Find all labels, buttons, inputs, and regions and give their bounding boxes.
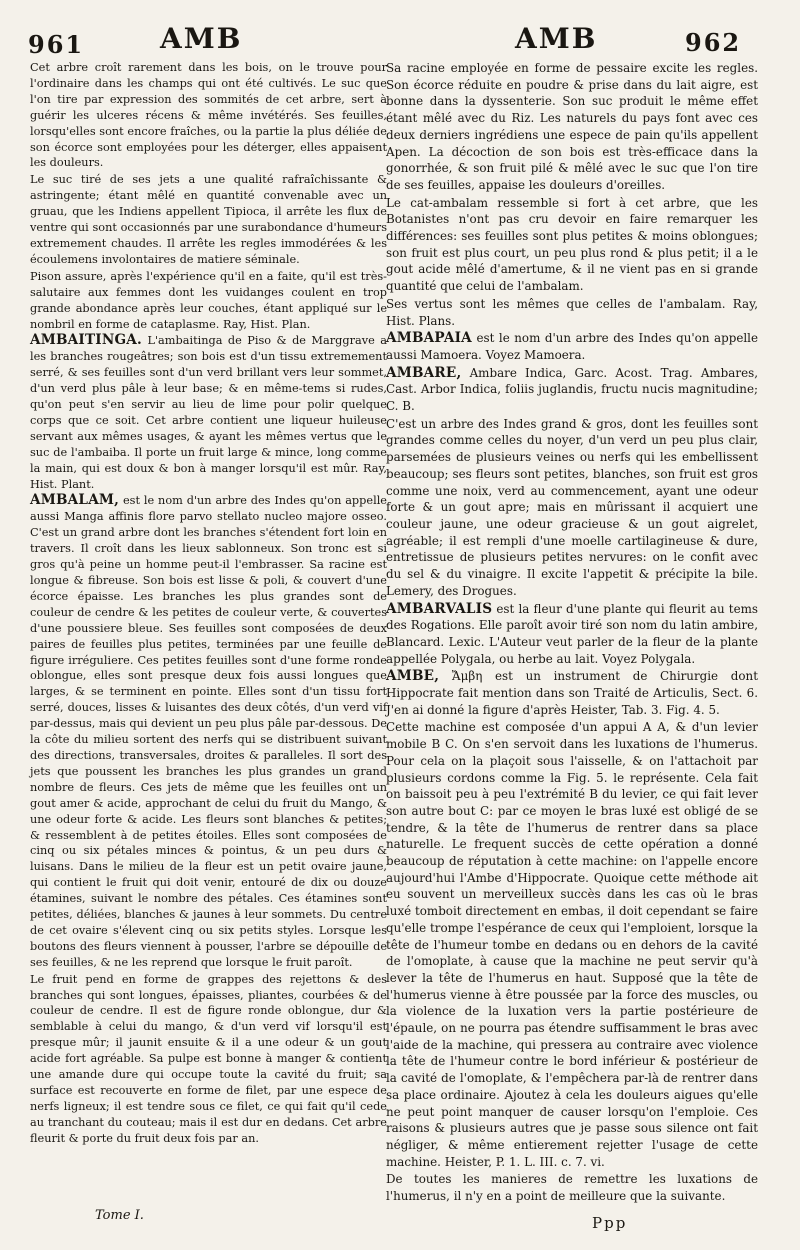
entry-headword: AMBAITINGA. xyxy=(30,332,142,349)
entry-paragraph xyxy=(30,972,387,1147)
entry-paragraph xyxy=(386,416,758,600)
entry-text: est la fleur d'une plante qui fleurit au tems des Rogations. Elle paroît avoir tiré son nom du latin ambire, Blancard. Lexic. L'Auteur veut parler de la fleur de la plante appellée Polygala, ou herbe au lait. Voyez Polygala. xyxy=(386,601,758,666)
entry-text: est le nom d'un arbre des Indes qu'on appelle aussi Manga affinis flore parvo stellato nucleo majore osseo. C'est un grand arbre dont les branches s'étendent fort loin en travers. Il croît dans les lieux sablonneux. Son tronc est si gros qu'à peine un homme peut-il l'embrasser. Sa racine est longue & fibreuse. Son bois est lisse & poli, & couvert d'une écorce épaisse. Les branches les plus grandes sont de couleur de cendre & les petites de couleur verte, & couvertes d'une poussiere bleue. Ses feuilles sont composées de deux paires de feuilles plus petites, terminées par une feuille de figure irréguliere. Ces petites feuilles sont d'une forme ronde oblongue, elles sont presque deux fois aussi longues que larges, & se terminent en pointe. Elles sont d'un tissu fort serré, douces, lisses & luisantes des deux côtés, d'un verd vif par-dessus, mais qui devient un peu plus pâle par-dessous. De la côte du milieu sortent des nerfs qui se distribuent suivant des directions, transversales, droites & paralleles. Il sort des jets que poussent les branches les plus grandes un grand nombre de fleurs. Ces jets de même que les feuilles ont un gout amer & acide, approchant de celui du fruit du Mango, & une odeur forte & acide. Les fleurs sont blanches & petites; & ressemblent à de petites étoiles. Elles sont composées de cinq ou six pétales minces & pointus, & un peu durs & luisans. Dans le milieu de la fleur est un petit ovaire jaune, qui contient le fruit qui doit venir, entouré de dix ou douze étamines, suivant le nombre des pétales. Ces étamines sont petites, déliées, blanches & jaunes à leur sommets. Du centre de cet ovaire s'élevent cinq ou six petits styles. Lorsque les boutons des fleurs viennent à pousser, l'arbre se dépouille de ses feuilles, & ne les reprend que lorsque le fruit paroît. xyxy=(30,494,387,969)
entry-paragraph xyxy=(386,195,758,295)
entry-headword: AMBALAM, xyxy=(30,492,120,509)
entry-paragraph xyxy=(386,719,758,1170)
entry-text: Le fruit pend en forme de grappes des rejettons & des branches qui sont longues, épaisses, pliantes, courbées & de couleur de cendre. Il est de figure ronde oblongue, dur & semblable à celui du mango, & d'un verd vif lorsqu'il est presque mûr; il jaunit ensuite & il a une odeur & un gout acide fort agréable. Sa pulpe est bonne à manger & contient une amande dure qui occupe toute la cavité du fruit; sa surface est recouverte en forme de filet, par une espece de nerfs ligneux; il est tendre sous ce filet, ce qui fait qu'il cede au tranchant du couteau; mais il est dur en dedans. Cet arbre fleurit & porte du fruit deux fois par an. xyxy=(30,972,387,1145)
entry-headword: AMBARE, xyxy=(386,364,462,381)
entry-headword: AMBARVALIS xyxy=(386,600,493,617)
entry-paragraph xyxy=(386,365,758,415)
entry-text: Cette machine est composée d'un appui A A, & d'un levier mobile B C. On s'en servoit dans les luxations de l'humerus. Pour cela on la plaçoit sous l'aisselle, & on l'attachoit par plusieurs cordons comme la Fig. 5. le représente. Cela fait on baissoit peu à peu l'extrémité B du levier, ce qui fait lever son autre bout C: par ce moyen le bras luxé est obligé de se tendre, & la tête de l'humerus de rentrer dans sa place naturelle. Le frequent succès de cette opération a donné beaucoup de réputation à cette machine: on l'appelle encore aujourd'hui l'Ambe d'Hippocrate. Quoique cette méthode ait eu souvent un merveilleux succès dans les cas où le bras luxé tomboit directement en embas, il doit cependant se faire qu'elle trompe l'espérance de ceux qui l'emploient, lorsque la tête de l'humeur tombe en dedans ou en dehors de la cavité de l'omoplate, à cause que la machine ne peut servir qu'à lever la tête de l'humerus en haut. Supposé que la tête de l'humerus vienne à être poussée par la force des muscles, ou la violence de la luxation vers la partie postérieure de l'épaule, on ne pourra pas étendre suffisamment le bras avec l'aide de la machine, qui pressera au contraire avec violence la tête de l'humeur contre le bord inférieur & postérieur de la cavité de l'omoplate, & l'empêchera par-là de rentrer dans sa place ordinaire. Ajoutez à cela les douleurs aigues qu'elle ne peut point manquer de causer lorsqu'on l'emploie. Ces raisons & plusieurs autres que je passe sous silence ont fait négliger, & même entierement rejetter l'usage de cette machine. Heister, P. 1. L. III. c. 7. vi. xyxy=(386,720,758,1169)
entry-text: L'ambaitinga de Piso & de Marggrave a les branches rougeâtres; son bois est d'un tissu extremement serré, & ses feuilles sont d'un verd brillant vers leur sommet, d'un verd plus pâle à leur base; & en même-tems si rudes, qu'on peut s'en servir au lieu de lime pour polir quelque corps que ce soit. Cet arbre contient une liqueur huileuse servant aux mêmes usages, & ayant les mêmes vertus que le suc de l'ambaiba. Il porte un fruit large & mince, long comme la main, qui est doux & bon à manger lorsqu'il est mûr. Ray, Hist. Plant. xyxy=(30,334,387,491)
entry-paragraph xyxy=(386,60,758,194)
entry-headword: AMBAPAIA xyxy=(386,330,472,347)
page-number-right: 962 xyxy=(685,28,742,57)
page-number-left: 961 xyxy=(28,30,85,59)
entry-text: Cet arbre croît rarement dans les bois, on le trouve pour l'ordinaire dans les champs qui ont été cultivés. Le suc que l'on tire par expression des sommités de cet arbre, sert à guérir les ulceres récens & même invétérés. Ses feuilles, lorsqu'elles sont encore fraîches, ou la partie la plus déliée de son écorce sont employées pour les déterger, elles appaisent les douleurs. xyxy=(30,61,387,170)
volume-label: Tome I. xyxy=(95,1208,144,1223)
entry-paragraph xyxy=(30,333,387,492)
entry-paragraph xyxy=(386,296,758,329)
entry-paragraph xyxy=(30,493,387,970)
entry-text: Le cat-ambalam ressemble si fort à cet arbre, que les Botanistes n'ont pas cru devoir en faire remarquer les différences: ses feuilles sont plus petites & moins oblongues; son fruit est plus court, un peu plus rond & plus petit; il a le gout acide mêlé d'amertume, & il ne vient pas en si grande quantité que celui de l'ambalam. xyxy=(386,195,758,294)
entry-headword: AMBE, xyxy=(386,668,440,685)
entry-paragraph xyxy=(386,601,758,668)
right-column xyxy=(386,60,758,1205)
entry-paragraph xyxy=(30,172,387,267)
running-headword-left: AMB xyxy=(160,22,243,55)
entry-paragraph xyxy=(386,1171,758,1204)
entry-text: De toutes les manieres de remettre les luxations de l'humerus, il n'y en a point de meilleure que la suivante. xyxy=(386,1172,758,1204)
entry-text: Ἄμβη est un instrument de Chirurgie dont Hippocrate fait mention dans son Traité de Articulis, Sect. 6. J'en ai donné la figure d'après Heister, Tab. 3. Fig. 4. 5. xyxy=(386,669,758,717)
entry-text: Pison assure, après l'expérience qu'il en a faite, qu'il est très-salutaire aux femmes dont les vuidanges coulent en trop grande abondance après leur couches, étant appliqué sur le nombril en forme de cataplasme. Ray, Hist. Plan. xyxy=(30,269,387,331)
entry-text: Le suc tiré de ses jets a une qualité rafraîchissante & astringente; étant mêlé en quantité convenable avec un gruau, que les Indiens appellent Tipioca, il arrête les flux de ventre qui sont occasionnés par une surabondance d'humeurs extremement chaudes. Il arrête les regles immodérées & les écoulemens involontaires de matiere séminale. xyxy=(30,173,387,266)
entry-text: Sa racine employée en forme de pessaire excite les regles. Son écorce réduite en poudre & prise dans du lait aigre, est bonne dans la dyssenterie. Son suc produit le même effet étant mêlé avec du Riz. Les naturels du pays font avec ces deux derniers ingrédiens une espece de pain qu'ils appellent Apen. La décoction de son bois est très-efficace dans la gonorrhée, & son fruit pilé & mêlé avec le suc que l'on tire de ses feuilles, appaise les douleurs d'oreilles. xyxy=(386,61,758,192)
entry-paragraph xyxy=(30,269,387,333)
left-column xyxy=(30,60,387,1147)
running-headword-right: AMB xyxy=(515,22,598,55)
entry-text: Ses vertus sont les mêmes que celles de l'ambalam. Ray, Hist. Plans. xyxy=(386,296,758,328)
signature-mark: Ppp xyxy=(592,1214,628,1232)
entry-paragraph xyxy=(30,60,387,171)
entry-text: C'est un arbre des Indes grand & gros, dont les feuilles sont grandes comme celles du noyer, d'un verd un peu plus clair, parsemées de plusieurs veines ou nerfs qui les embellissent beaucoup; ses fleurs sont petites, blanches, son fruit est gros comme une noix, verd au commencement, ayant une odeur forte & un gout apre; mais en mûrissant il acquiert une couleur jaune, une odeur gracieuse & un gout aigrelet, agréable; il est rempli d'une moelle cartilagineuse & dure, entretissue de plusieurs petites nervures: on le confit avec du sel & du vinaigre. Il excite l'appetit & précipite la bile. Lemery, des Drogues. xyxy=(386,416,758,598)
entry-text: Ambare Indica, Garc. Acost. Trag. Ambares, Cast. Arbor Indica, foliis juglandis, fructu nucis magnitudine; C. B. xyxy=(386,365,758,414)
entry-paragraph xyxy=(386,330,758,363)
entry-text: est le nom d'un arbre des Indes qu'on appelle aussi Mamoera. Voyez Mamoera. xyxy=(386,331,759,362)
entry-paragraph xyxy=(386,668,758,718)
